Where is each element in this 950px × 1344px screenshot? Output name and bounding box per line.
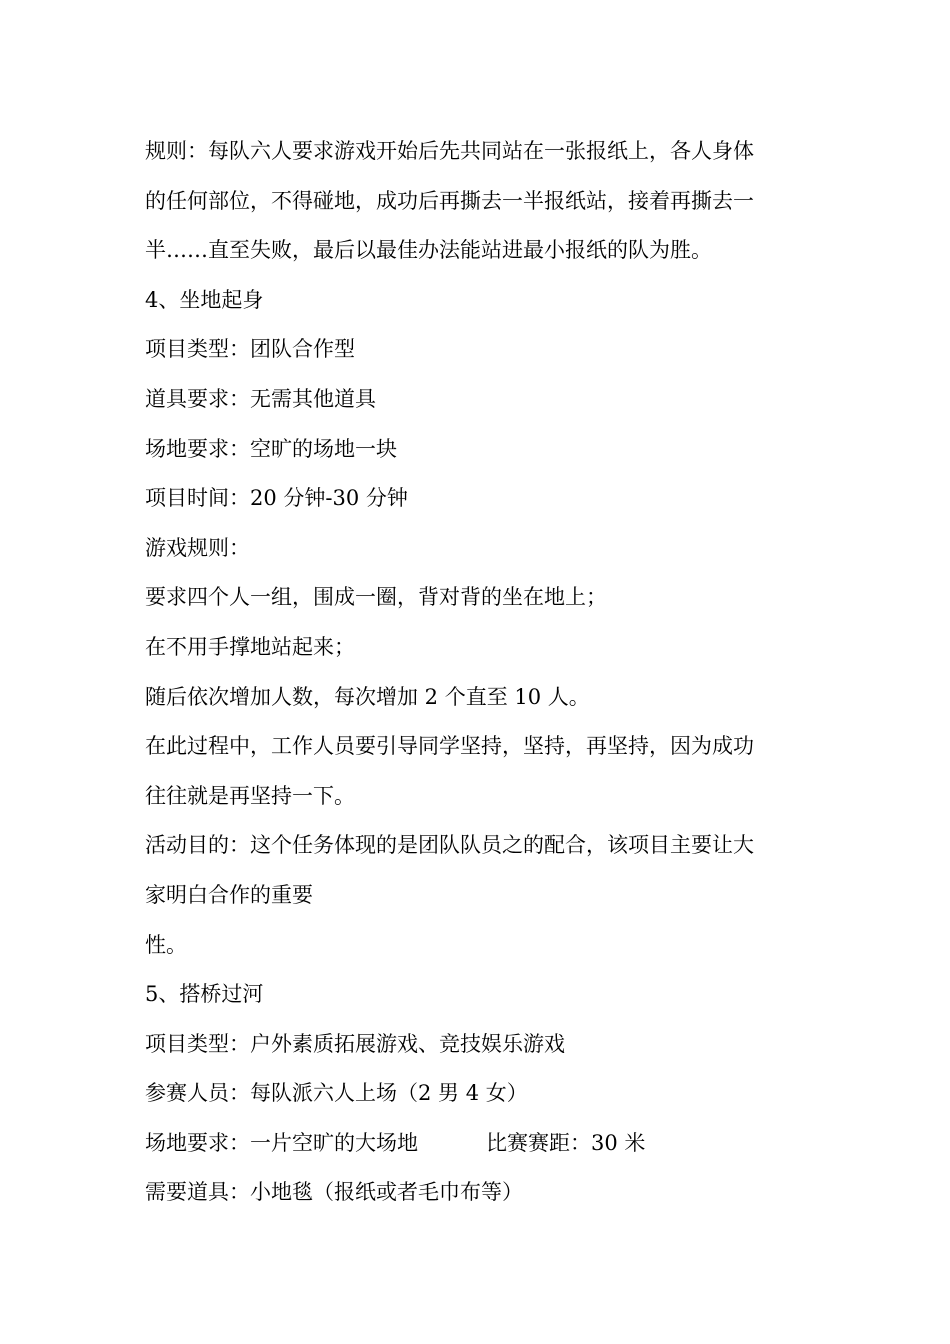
project-type-4: 项目类型：团队合作型: [145, 337, 355, 362]
process-line-1: 在此过程中，工作人员要引导同学坚持，坚持，再坚持，因为成功: [145, 734, 754, 759]
race-distance-5: 比赛赛距：30 米: [486, 1130, 646, 1155]
venue-line-5: [145, 1126, 825, 1176]
participants-5: 参赛人员：每队派六人上场（2 男 4 女）: [145, 1081, 528, 1106]
venue-requirement-4: 场地要求：空旷的场地一块: [145, 436, 397, 461]
props-required-5: 需要道具：小地毯（报纸或者毛巾布等）: [145, 1180, 523, 1205]
props-requirement-4: 道具要求：无需其他道具: [145, 386, 376, 411]
process-line-2: 往往就是再坚持一下。: [145, 783, 355, 808]
section-heading-5: 5、搭桥过河: [145, 982, 264, 1007]
game-rules-label: 游戏规则：: [145, 535, 250, 560]
purpose-line-3: 性。: [145, 932, 187, 957]
rules-item-2: 在不用手撑地站起来；: [145, 634, 355, 659]
project-time-4: 项目时间：20 分钟-30 分钟: [145, 486, 408, 511]
section-heading-4: 4、坐地起身: [145, 287, 264, 312]
purpose-line-1: 活动目的：这个任务体现的是团队队员之的配合，该项目主要让大: [145, 833, 754, 858]
rule-line-1: 规则：每队六人要求游戏开始后先共同站在一张报纸上，各人身体: [145, 139, 754, 163]
purpose-line-2: 家明白合作的重要: [145, 882, 313, 907]
rules-item-3: 随后依次增加人数，每次增加 2 个直至 10 人。: [145, 684, 590, 709]
project-type-5: 项目类型：户外素质拓展游戏、竞技娱乐游戏: [145, 1031, 565, 1056]
rule-line-2: 的任何部位，不得碰地，成功后再撕去一半报纸站，接着再撕去一: [145, 188, 754, 213]
rules-item-1: 要求四个人一组，围成一圈，背对背的坐在地上；: [145, 585, 607, 610]
document-body: [145, 134, 825, 1225]
rule-line-3: 半……直至失败，最后以最佳办法能站进最小报纸的队为胜。: [145, 238, 712, 263]
venue-requirement-5: 场地要求：一片空旷的大场地: [145, 1130, 418, 1155]
